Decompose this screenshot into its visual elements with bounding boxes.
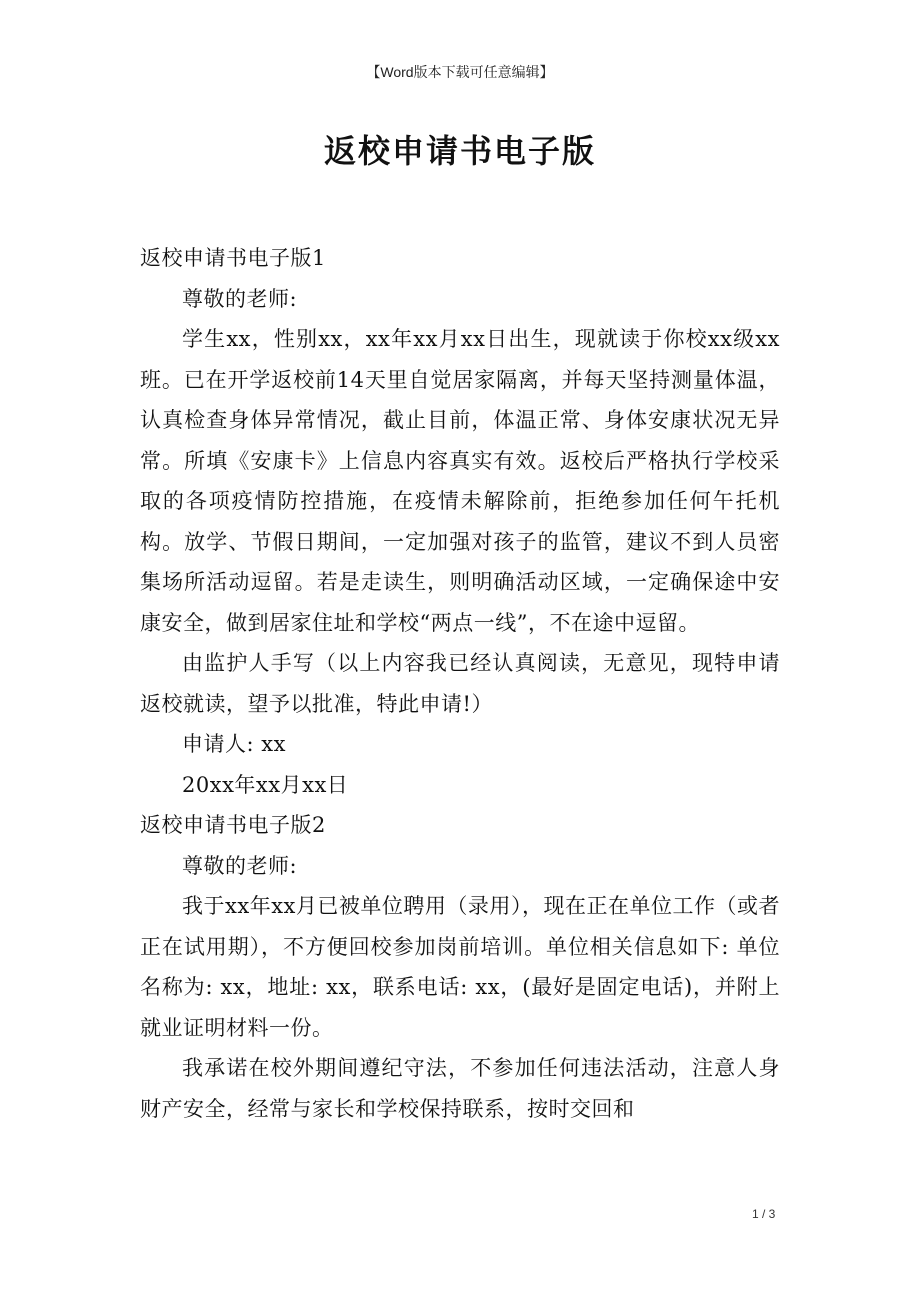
document-title: 返校申请书电子版 — [323, 132, 596, 170]
body-paragraph-2-1: 我于xx年xx月已被单位聘用（录用），现在正在单位工作（或者正在试用期），不方便回校参加岗前培训。单位相关信息如下: 单位名称为: xx，地址: xx，联系电话: xx，(最好是固定电话)，并附上就业证明材料一份。 — [140, 894, 780, 1040]
salutation-1: 尊敬的老师: — [182, 286, 298, 311]
salutation-2: 尊敬的老师: — [182, 853, 298, 878]
body-paragraph-1-1: 学生xx，性别xx，xx年xx月xx日出生，现就读于你校xx级xx班。已在开学返校前14天里自觉居家隔离，并每天坚持测量体温，认真检查身体异常情况，截止目前，体温正常、身体安康状况无异常。所填《安康卡》上信息内容真实有效。返校后严格执行学校采取的各项疫情防控措施，在疫情未解除前，拒绝参加任何午托机构。放学、节假日期间，一定加强对孩子的监管，建议不到人员密集场所活动逗留。若是走读生，则明确活动区域，一定确保途中安康安全，做到居家住址和学校“两点一线”，不在途中逗留。 — [140, 327, 780, 635]
applicant-line: 申请人: xx — [182, 732, 286, 756]
section-heading-1: 返校申请书电子版1 — [140, 246, 326, 270]
document-body — [140, 238, 780, 1129]
page-number: 1 / 3 — [752, 1207, 776, 1221]
body-paragraph-1-2: 由监护人手写（以上内容我已经认真阅读，无意见，现特申请返校就读，望予以批准，特此申请!） — [140, 651, 780, 716]
section-heading-2: 返校申请书电子版2 — [140, 813, 326, 837]
date-line: 20xx年xx月xx日 — [182, 772, 349, 797]
page-header: 【Word版本下载可任意编辑】 — [366, 64, 554, 80]
body-paragraph-2-2: 我承诺在校外期间遵纪守法，不参加任何违法活动，注意人身财产安全，经常与家长和学校保持联系，按时交回和 — [140, 1056, 780, 1121]
